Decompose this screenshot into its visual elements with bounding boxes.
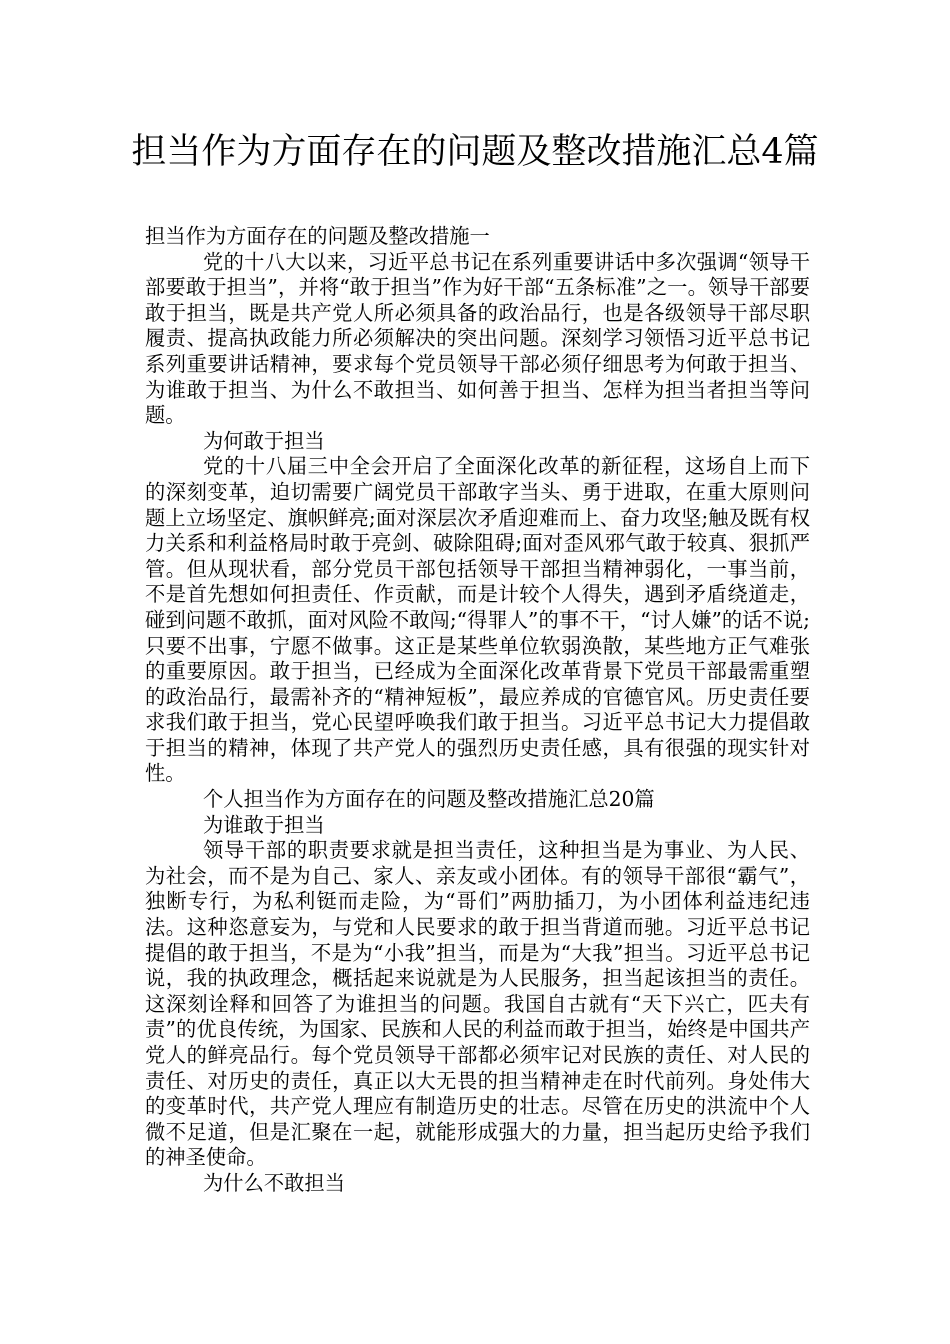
subheading-for-whom: 为谁敢于担当 bbox=[203, 812, 325, 837]
subheading-why-dare: 为何敢于担当 bbox=[203, 428, 325, 453]
paragraph-inserted-title: 个人担当作为方面存在的问题及整改措施汇总20篇 bbox=[203, 787, 655, 812]
document-title: 担当作为方面存在的问题及整改措施汇总4篇 bbox=[131, 132, 819, 172]
paragraph-section-heading-1: 担当作为方面存在的问题及整改措施一 bbox=[145, 224, 490, 248]
subheading-why-not-dare: 为什么不敢担当 bbox=[203, 1170, 345, 1195]
paragraph-intro: 党的十八大以来，习近平总书记在系列重要讲话中多次强调“领导干部要敢于担当”，并将“敢于担当”作为好干部“五条标准”之一。领导干部要敢于担当，既是共产党人所必须具备的政治品行，也是各级领导干部尽职履责、提高执政能力所必须解决的突出问题。深刻学习领悟习近平总书记系列重要讲话精神，要求每个党员领导干部必须仔细思考为何敢于担当、为谁敢于担当、为什么不敢担当、如何善于担当、怎样为担当者担当等问题。 bbox=[145, 249, 810, 428]
paragraph-why-dare: 党的十八届三中全会开启了全面深化改革的新征程，这场自上而下的深刻变革，迫切需要广阔党员干部敢字当头、勇于进取，在重大原则问题上立场坚定、旗帜鲜亮;面对深层次矛盾迎难而上、奋力攻坚;触及既有权力关系和利益格局时敢于亮剑、破除阻碍;面对歪风邪气敢于较真、狠抓严管。但从现状看，部分党员干部包括领导干部担当精神弱化，一事当前，不是首先想如何担责任、作贡献，而是计较个人得失，遇到矛盾绕道走，碰到问题不敢抓，面对风险不敢闯;“得罪人”的事不干，“讨人嫌”的话不说;只要不出事，宁愿不做事。这正是某些单位软弱涣散，某些地方正气难张的重要原因。敢于担当，已经成为全面深化改革背景下党员干部最需重塑的政治品行，最需补齐的“精神短板”，最应养成的官德官风。历史责任要求我们敢于担当，党心民望呼唤我们敢于担当。习近平总书记大力提倡敢于担当的精神，体现了共产党人的强烈历史责任感，具有很强的现实针对性。 bbox=[145, 454, 810, 786]
document-body bbox=[145, 224, 810, 1197]
paragraph-for-whom: 领导干部的职责要求就是担当责任，这种担当是为事业、为人民、为社会，而不是为自己、家人、亲友或小团体。有的领导干部很“霸气”，独断专行，为私利铤而走险，为“哥们”两肋插刀，为小团体利益违纪违法。这种恣意妄为，与党和人民要求的敢于担当背道而驰。习近平总书记提倡的敢于担当，不是为“小我”担当，而是为“大我”担当。习近平总书记说，我的执政理念，概括起来说就是为人民服务，担当起该担当的责任。这深刻诠释和回答了为谁担当的问题。我国自古就有“天下兴亡，匹夫有责”的优良传统，为国家、民族和人民的利益而敢于担当，始终是中国共产党人的鲜亮品行。每个党员领导干部都必须牢记对民族的责任、对人民的责任、对历史的责任，真正以大无畏的担当精神走在时代前列。身处伟大的变革时代，共产党人理应有制造历史的壮志。尽管在历史的洪流中个人微不足道，但是汇聚在一起，就能形成强大的力量，担当起历史给予我们的神圣使命。 bbox=[145, 838, 810, 1170]
